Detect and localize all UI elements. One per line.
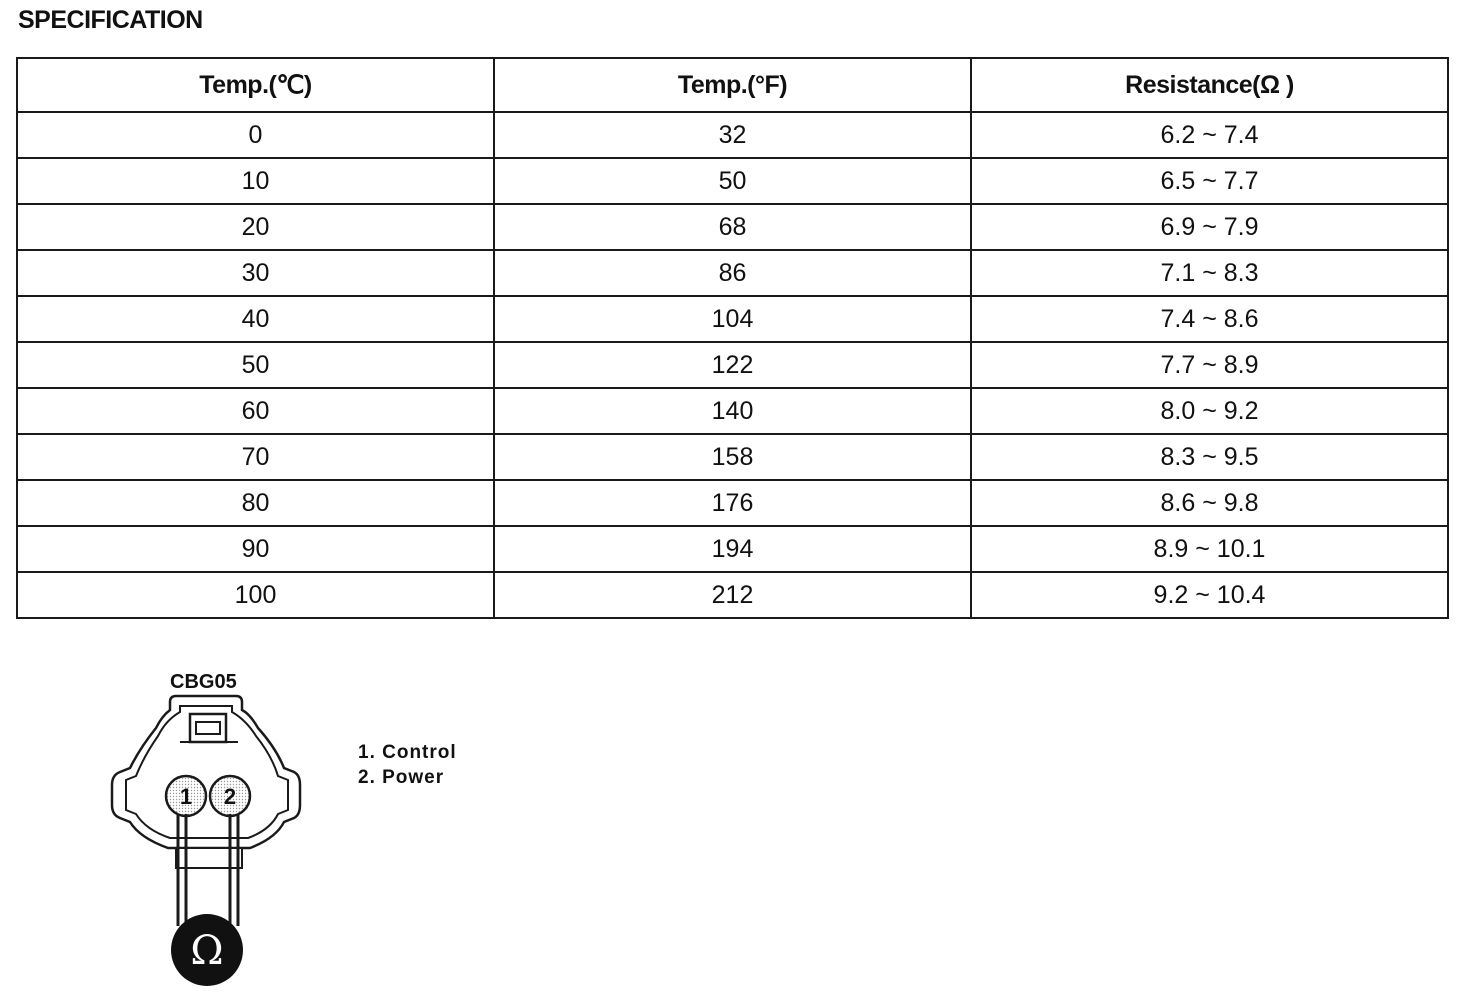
pin-legend	[358, 740, 457, 790]
cell-resistance: 8.9 ~ 10.1	[971, 526, 1448, 572]
table-row	[17, 296, 1448, 342]
cell-temp-celsius: 20	[17, 204, 494, 250]
cell-temp-celsius: 50	[17, 342, 494, 388]
cell-resistance: 6.9 ~ 7.9	[971, 204, 1448, 250]
cell-resistance: 9.2 ~ 10.4	[971, 572, 1448, 618]
connector-label: CBG05	[170, 671, 237, 693]
cell-resistance: 7.7 ~ 8.9	[971, 342, 1448, 388]
ohmmeter-symbol: Ω	[190, 928, 224, 974]
header-resistance: Resistance(Ω )	[971, 58, 1448, 112]
table-row	[17, 342, 1448, 388]
cell-resistance: 8.3 ~ 9.5	[971, 434, 1448, 480]
cell-resistance: 8.0 ~ 9.2	[971, 388, 1448, 434]
table-row	[17, 434, 1448, 480]
table-row	[17, 572, 1448, 618]
pin-2-number: 2	[223, 784, 237, 809]
cell-resistance: 7.1 ~ 8.3	[971, 250, 1448, 296]
cell-temp-celsius: 40	[17, 296, 494, 342]
cell-temp-celsius: 100	[17, 572, 494, 618]
cell-temp-fahrenheit: 122	[494, 342, 971, 388]
cell-temp-fahrenheit: 194	[494, 526, 971, 572]
pin-2	[210, 776, 250, 816]
section-title: SPECIFICATION	[18, 6, 203, 34]
pin-legend-item-control: 1. Control	[358, 742, 457, 763]
table-row	[17, 204, 1448, 250]
table-row	[17, 158, 1448, 204]
table-header-row	[17, 58, 1448, 112]
ohmmeter-icon	[171, 914, 243, 986]
table-row	[17, 250, 1448, 296]
header-temp-fahrenheit: Temp.(°F)	[494, 58, 971, 112]
table-row	[17, 526, 1448, 572]
cell-temp-celsius: 60	[17, 388, 494, 434]
cell-resistance: 6.5 ~ 7.7	[971, 158, 1448, 204]
cell-temp-fahrenheit: 158	[494, 434, 971, 480]
specification-table	[16, 57, 1449, 619]
cell-temp-fahrenheit: 68	[494, 204, 971, 250]
cell-temp-fahrenheit: 50	[494, 158, 971, 204]
cell-temp-fahrenheit: 212	[494, 572, 971, 618]
table-row	[17, 388, 1448, 434]
table-row	[17, 480, 1448, 526]
pin-legend-item-power: 2. Power	[358, 767, 445, 788]
pin-1-number: 1	[179, 784, 193, 809]
table-row	[17, 112, 1448, 158]
cell-temp-celsius: 0	[17, 112, 494, 158]
cell-resistance: 7.4 ~ 8.6	[971, 296, 1448, 342]
cell-resistance: 8.6 ~ 9.8	[971, 480, 1448, 526]
cell-resistance: 6.2 ~ 7.4	[971, 112, 1448, 158]
connector-housing	[112, 696, 300, 848]
connector-diagram	[100, 690, 320, 990]
cell-temp-celsius: 90	[17, 526, 494, 572]
cell-temp-fahrenheit: 86	[494, 250, 971, 296]
cell-temp-celsius: 30	[17, 250, 494, 296]
cell-temp-fahrenheit: 32	[494, 112, 971, 158]
cell-temp-fahrenheit: 140	[494, 388, 971, 434]
cell-temp-celsius: 10	[17, 158, 494, 204]
cell-temp-fahrenheit: 176	[494, 480, 971, 526]
cell-temp-celsius: 80	[17, 480, 494, 526]
cell-temp-fahrenheit: 104	[494, 296, 971, 342]
header-temp-celsius: Temp.(℃)	[17, 58, 494, 112]
cell-temp-celsius: 70	[17, 434, 494, 480]
pin-1	[166, 776, 206, 816]
